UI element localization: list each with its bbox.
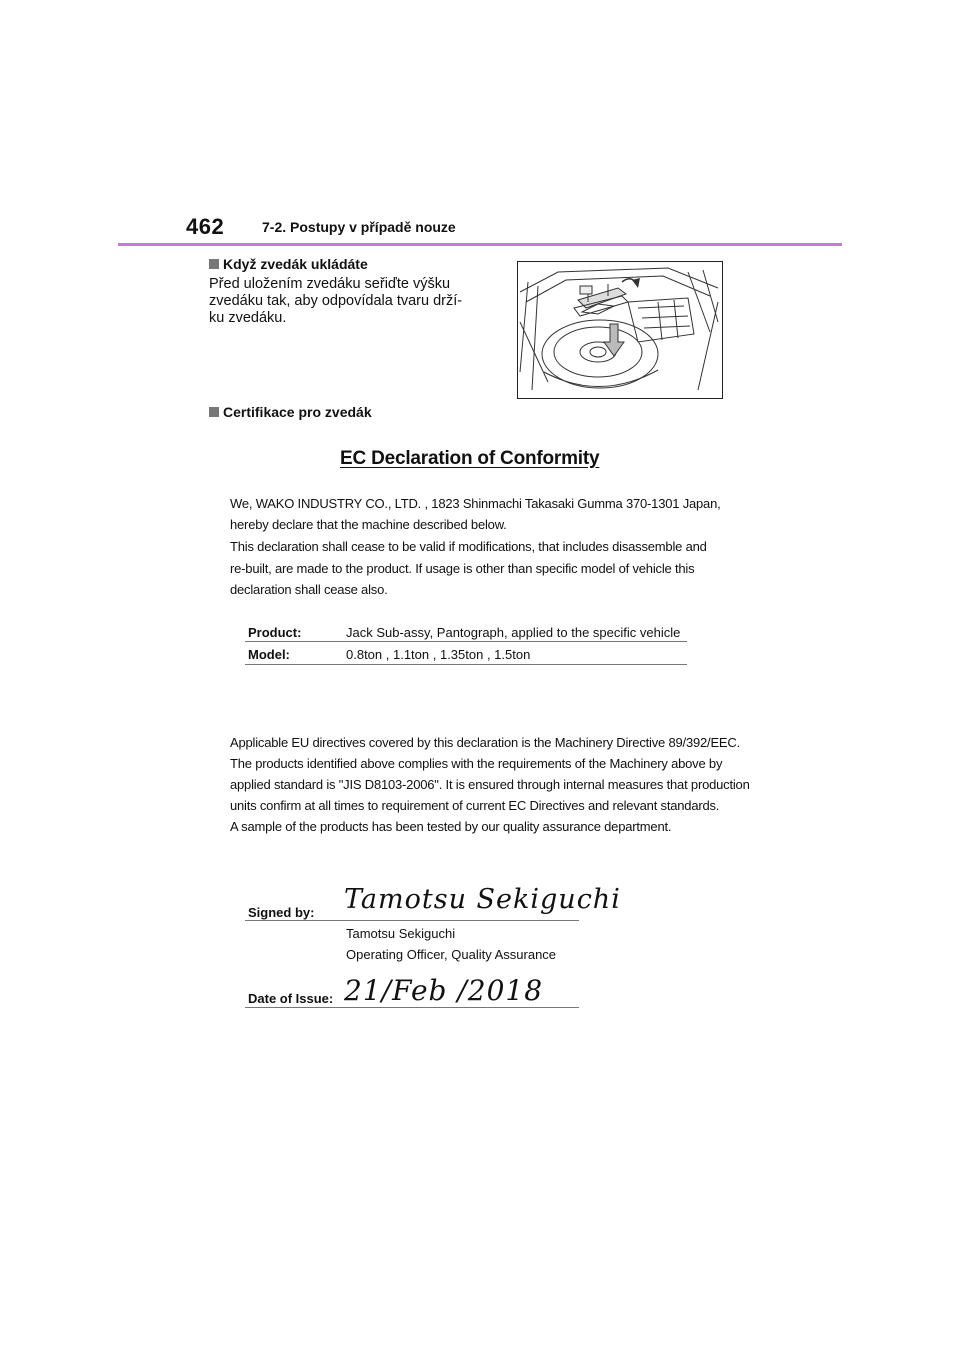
section-heading-jack-storage bbox=[209, 256, 368, 272]
square-bullet-icon bbox=[209, 259, 219, 269]
certificate-title: EC Declaration of Conformity bbox=[340, 448, 600, 469]
intro-line: hereby declare that the machine described below. bbox=[230, 517, 507, 532]
product-value: Jack Sub-assy, Pantograph, applied to the specific vehicle bbox=[346, 625, 681, 640]
directive-line: Applicable EU directives covered by this declaration is the Machinery Directive 89/392/EEC. bbox=[230, 735, 740, 750]
square-bullet-icon bbox=[209, 407, 219, 417]
signed-by-label: Signed by: bbox=[248, 905, 315, 920]
product-label: Product: bbox=[248, 625, 302, 640]
date-label: Date of Issue: bbox=[248, 991, 334, 1006]
body-line: Před uložením zvedáku seřiďte výšku bbox=[209, 276, 451, 292]
section-heading-text: Když zvedák ukládáte bbox=[223, 256, 368, 272]
jack-storage-illustration bbox=[517, 261, 723, 399]
intro-line: re-built, are made to the product. If usage is other than specific model of vehicle this bbox=[230, 561, 695, 576]
jack-storage-illustration-icon bbox=[518, 262, 722, 398]
intro-line: We, WAKO INDUSTRY CO., LTD. , 1823 Shinmachi Takasaki Gumma 370-1301 Japan, bbox=[230, 496, 721, 511]
chapter-title: 7-2. Postupy v případě nouze bbox=[262, 219, 456, 235]
model-rule bbox=[245, 664, 687, 665]
model-value: 0.8ton , 1.1ton , 1.35ton , 1.5ton bbox=[346, 647, 531, 662]
section-body-jack-storage bbox=[209, 276, 499, 327]
directive-line: A sample of the products has been tested by our quality assurance department. bbox=[230, 819, 672, 834]
header-divider bbox=[118, 243, 842, 246]
page-number: 462 bbox=[186, 214, 225, 239]
handwritten-signature: Tamotsu Sekiguchi bbox=[344, 884, 621, 915]
directive-line: units confirm at all times to requirement of current EC Directives and relevant standards. bbox=[230, 798, 720, 813]
signature-rule bbox=[245, 920, 579, 921]
directive-line: applied standard is "JIS D8103-2006". It is ensured through internal measures that production bbox=[230, 777, 750, 792]
model-label: Model: bbox=[248, 647, 290, 662]
signer-title: Operating Officer, Quality Assurance bbox=[346, 947, 557, 962]
section-heading-text: Certifikace pro zvedák bbox=[223, 404, 372, 420]
product-rule bbox=[245, 641, 687, 642]
body-line: ku zvedáku. bbox=[209, 310, 287, 326]
intro-line: declaration shall cease also. bbox=[230, 582, 388, 597]
intro-line: This declaration shall cease to be valid if modifications, that includes disassemble and bbox=[230, 539, 707, 554]
handwritten-date: 21/Feb /2018 bbox=[344, 974, 544, 1007]
date-rule bbox=[245, 1007, 579, 1008]
body-line: zvedáku tak, aby odpovídala tvaru drží- bbox=[209, 293, 463, 309]
signer-name: Tamotsu Sekiguchi bbox=[346, 926, 456, 941]
directive-line: The products identified above complies with the requirements of the Machinery above by bbox=[230, 756, 723, 771]
section-heading-certificate bbox=[209, 404, 372, 420]
